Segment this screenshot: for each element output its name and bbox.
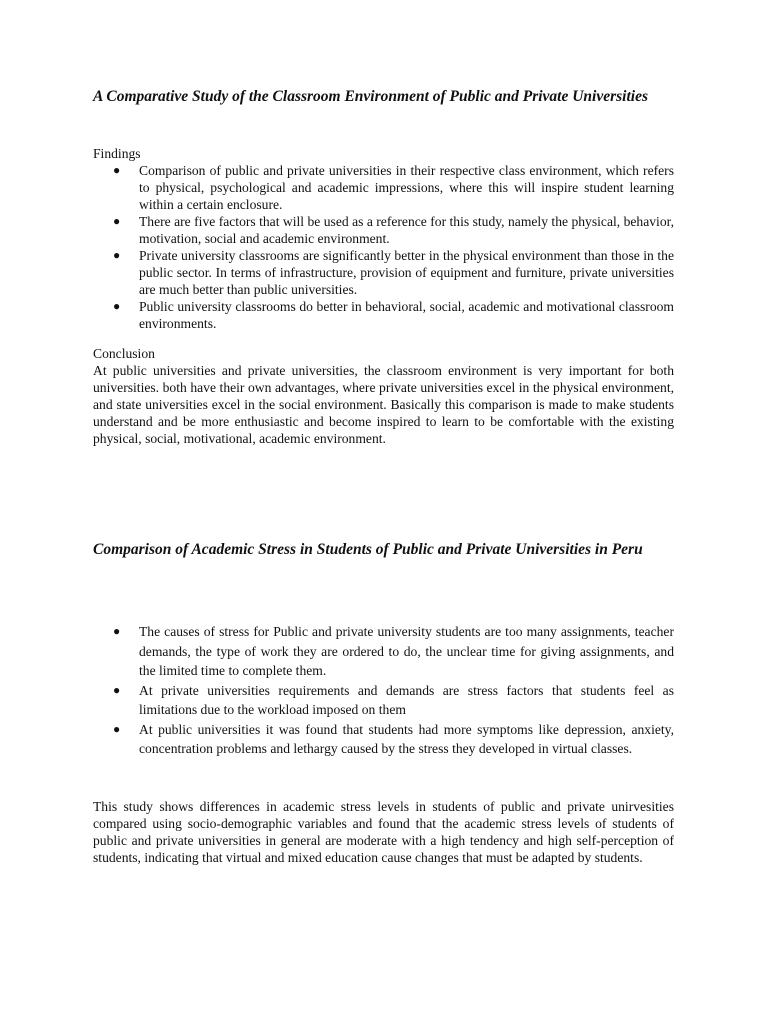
findings-item [93,213,674,247]
findings-item [93,298,674,332]
findings-item-text: There are five factors that will be used as a reference for this study, namely the physical, behavior, motivation, social and academic environment. [139,214,674,246]
bullet-icon: ● [113,163,121,177]
bullet-icon: ● [113,721,121,736]
bullet-icon: ● [113,624,121,638]
bullet-icon: ● [113,248,121,262]
summary-text: This study shows differences in academic stress levels in students of public and private unirvesities compared using socio-demographic variables and found that the academic stress levels of students of public and private universities in general are moderate with a high tendency and high self-perception of students, indicating that virtual and mixed education cause changes that must be adapted by students. [93,799,674,865]
stress-item [93,720,674,759]
findings-list [93,162,674,332]
stress-item-text: At public universities it was found that students had more symptoms like depression, anxiety, concentration problems and lethargy caused by the stress they developed in virtual classes. [139,721,674,756]
stress-item-text: At private universities requirements and demands are stress factors that students feel as limitations due to the workload imposed on them [139,682,674,717]
section2-title: Comparison of Academic Stress in Students of Public and Private Universities in Peru [93,541,643,558]
findings-item [93,247,674,298]
stress-item [93,681,674,720]
bullet-icon: ● [113,214,121,228]
stress-list [93,622,674,759]
section1-findings [93,145,674,332]
section1-conclusion [93,345,674,447]
stress-item-text: The causes of stress for Public and private university students are too many assignments, teacher demands, the type of work they are ordered to do, the unclear time for giving assignments, and the limited time to complete them. [139,624,674,678]
stress-item [93,622,674,681]
findings-item-text: Public university classrooms do better in behavioral, social, academic and motivational classroom environments. [139,299,674,331]
section1-title: A Comparative Study of the Classroom Environment of Public and Private Universities [93,88,649,105]
bullet-icon: ● [113,682,121,697]
bullet-icon: ● [113,299,121,313]
conclusion-label: Conclusion [93,346,155,361]
findings-item-text: Private university classrooms are significantly better in the physical environment than those in the public sector. In terms of infrastructure, provision of equipment and furniture, private universities are much better than public universities. [139,248,674,297]
findings-item-text: Comparison of public and private universities in their respective class environment, which refers to physical, psychological and academic impressions, where this will inspire student learning within a certain enclosure. [139,163,674,212]
findings-item [93,162,674,213]
section2-summary [93,798,674,866]
conclusion-text: At public universities and private universities, the classroom environment is very important for both universities. both have their own advantages, where private universities excel in the physical environment, and state universities excel in the social environment. Basically this comparison is made to make students understand and be more enthusiastic and become inspired to learn to be comfortable with the existing physical, social, motivational, academic environment. [93,363,674,446]
section2-bullets [93,622,674,759]
findings-label: Findings [93,146,141,161]
